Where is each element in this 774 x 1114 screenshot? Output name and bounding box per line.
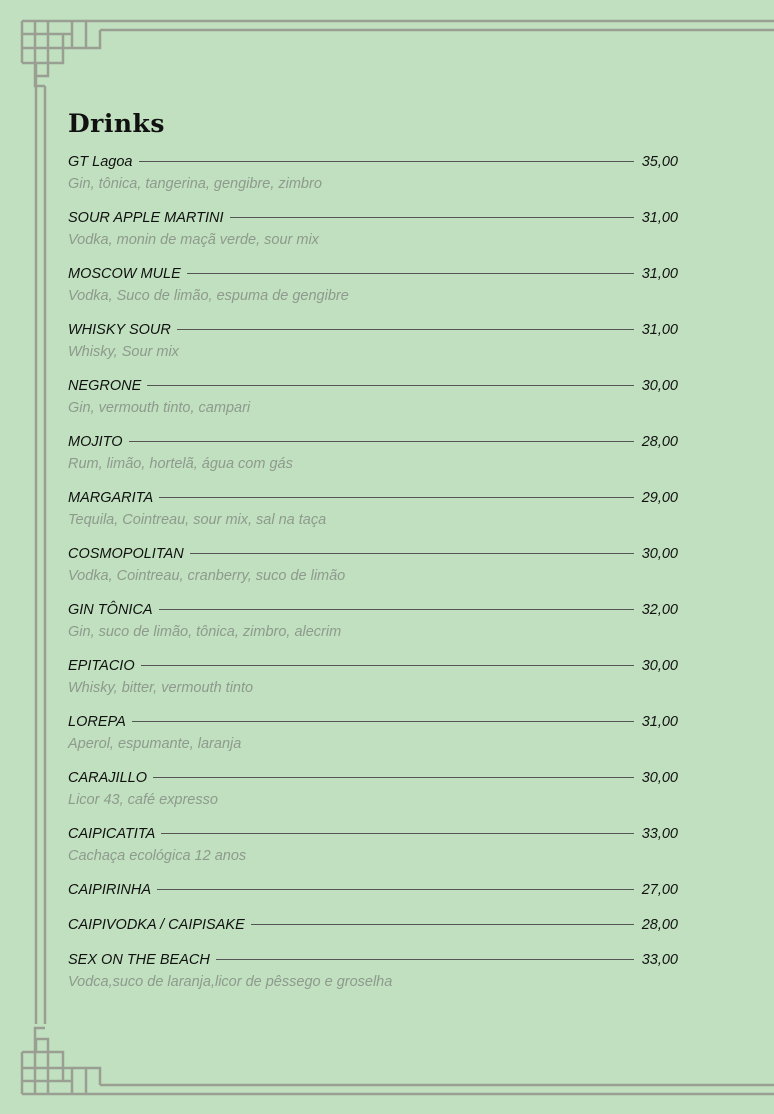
dotted-leader <box>216 959 634 960</box>
menu-item <box>68 656 678 698</box>
item-description: Whisky, bitter, vermouth tinto <box>68 680 254 696</box>
dotted-leader <box>157 889 634 890</box>
item-name: CAIPIVODKA / CAIPISAKE <box>68 917 245 933</box>
item-description: Gin, suco de limão, tônica, zimbro, alecrim <box>68 624 342 640</box>
item-price: 32,00 <box>641 602 678 618</box>
menu-item <box>68 544 678 586</box>
item-description: Rum, limão, hortelã, água com gás <box>68 456 293 472</box>
item-price: 31,00 <box>641 266 678 282</box>
dotted-leader <box>190 553 634 554</box>
item-name: MOJITO <box>68 434 123 450</box>
menu-item <box>68 488 678 530</box>
dotted-leader <box>187 273 634 274</box>
item-name: MOSCOW MULE <box>68 266 181 282</box>
item-name: LOREPA <box>68 714 126 730</box>
dotted-leader <box>159 609 634 610</box>
item-name: CAIPICATITA <box>68 826 156 842</box>
menu-item <box>68 824 678 866</box>
dotted-leader <box>129 441 634 442</box>
item-description: Vodca,suco de laranja,licor de pêssego e groselha <box>68 974 393 990</box>
item-description: Gin, tônica, tangerina, gengibre, zimbro <box>68 176 322 192</box>
menu-item <box>68 600 678 642</box>
item-name: COSMOPOLITAN <box>68 546 184 562</box>
item-price: 30,00 <box>641 658 678 674</box>
item-name: WHISKY SOUR <box>68 322 171 338</box>
item-name: SOUR APPLE MARTINI <box>68 210 224 226</box>
dotted-leader <box>153 777 634 778</box>
item-description: Vodka, Suco de limão, espuma de gengibre <box>68 288 349 304</box>
item-name: SEX ON THE BEACH <box>68 952 210 968</box>
item-price: 31,00 <box>641 210 678 226</box>
menu-item <box>68 712 678 754</box>
item-name: NEGRONE <box>68 378 142 394</box>
menu-item <box>68 264 678 306</box>
item-price: 33,00 <box>641 826 678 842</box>
item-price: 28,00 <box>641 434 678 450</box>
item-description: Gin, vermouth tinto, campari <box>68 400 251 416</box>
menu-title: Drinks <box>68 109 165 138</box>
item-description: Aperol, espumante, laranja <box>68 736 242 752</box>
item-name: CAIPIRINHA <box>68 882 151 898</box>
item-description: Vodka, Cointreau, cranberry, suco de limão <box>68 568 346 584</box>
item-price: 30,00 <box>641 770 678 786</box>
dotted-leader <box>141 665 634 666</box>
item-name: EPITACIO <box>68 658 135 674</box>
dotted-leader <box>230 217 634 218</box>
dotted-leader <box>177 329 634 330</box>
dotted-leader <box>147 385 633 386</box>
item-description: Whisky, Sour mix <box>68 344 179 360</box>
item-name: GIN TÔNICA <box>68 602 153 618</box>
item-name: MARGARITA <box>68 490 154 506</box>
item-price: 33,00 <box>641 952 678 968</box>
dotted-leader <box>139 161 634 162</box>
item-description: Tequila, Cointreau, sour mix, sal na taça <box>68 512 327 528</box>
item-description: Vodka, monin de maçã verde, sour mix <box>68 232 319 248</box>
item-name: GT Lagoa <box>68 154 133 170</box>
item-price: 35,00 <box>641 154 678 170</box>
drinks-list <box>68 0 678 1114</box>
dotted-leader <box>159 497 634 498</box>
item-description: Licor 43, café expresso <box>68 792 218 808</box>
item-price: 30,00 <box>641 546 678 562</box>
item-name: CARAJILLO <box>68 770 147 786</box>
item-price: 28,00 <box>641 917 678 933</box>
item-price: 29,00 <box>641 490 678 506</box>
menu-item <box>68 950 678 992</box>
item-price: 31,00 <box>641 322 678 338</box>
menu-item <box>68 915 678 935</box>
menu-item <box>68 768 678 810</box>
menu-item <box>68 376 678 418</box>
menu-item <box>68 208 678 250</box>
menu-item <box>68 152 678 194</box>
item-description: Cachaça ecológica 12 anos <box>68 848 247 864</box>
menu-item <box>68 880 678 900</box>
dotted-leader <box>132 721 634 722</box>
item-price: 30,00 <box>641 378 678 394</box>
dotted-leader <box>251 924 634 925</box>
item-price: 31,00 <box>641 714 678 730</box>
dotted-leader <box>161 833 633 834</box>
menu-item <box>68 320 678 362</box>
item-price: 27,00 <box>641 882 678 898</box>
menu-item <box>68 432 678 474</box>
